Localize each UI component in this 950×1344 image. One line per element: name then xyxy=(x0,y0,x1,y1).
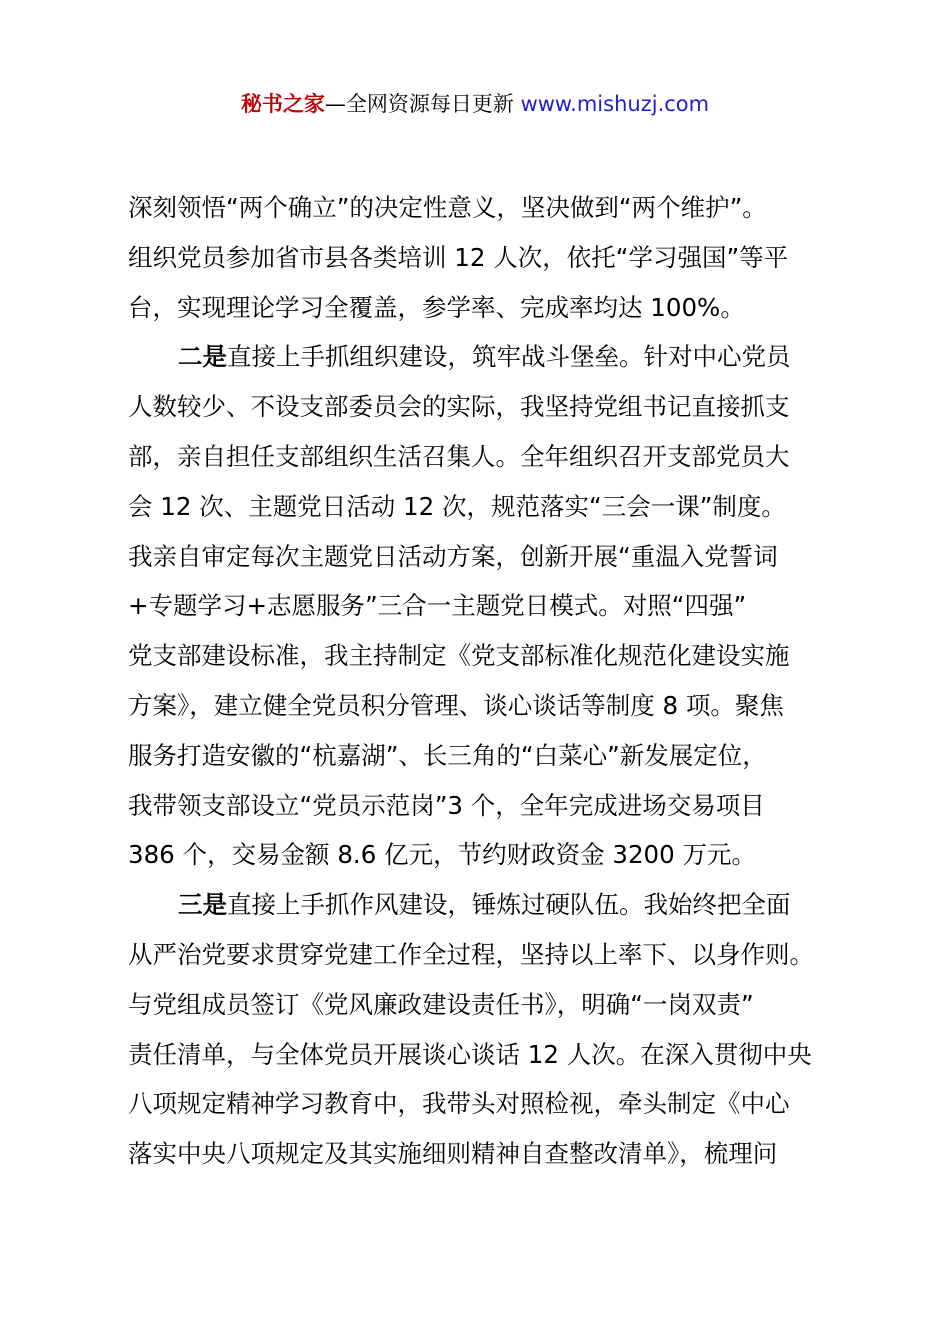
text-line: 组织党员参加省市县各类培训 12 人次，依托“学习强国”等平 xyxy=(128,242,789,272)
brand-name: 秘书之家 xyxy=(240,92,325,116)
text-line: 八项规定精神学习教育中，我带头对照检视，牵头制定《中心 xyxy=(128,1089,790,1119)
text-line: 深刻领悟“两个确立”的决定性意义，坚决做到“两个维护”。 xyxy=(128,193,767,222)
text-line: 与党组成员签订《党风廉政建设责任书》，明确“一岗双责” xyxy=(128,989,754,1019)
text-line: 从严治党要求贯穿党建工作全过程，坚持以上率下、以身作则。 xyxy=(128,939,814,969)
text-line: 部，亲自担任支部组织生活召集人。全年组织召开支部党员大 xyxy=(128,441,790,471)
text-line: 服务打造安徽的“杭嘉湖”、长三角的“白菜心”新发展定位， xyxy=(128,740,767,770)
text-line: 台，实现理论学习全覆盖，参学率、完成率均达 100%。 xyxy=(128,292,745,322)
text-line: 落实中央八项规定及其实施细则精神自查整改清单》，梳理问 xyxy=(128,1139,778,1169)
header-tagline: —全网资源每日更新 xyxy=(324,92,514,116)
text-line-rest: 直接上手抓作风建设，锤炼过硬队伍。我始终把全面 xyxy=(227,890,791,920)
paragraph-3-first-line xyxy=(128,880,838,930)
paragraph-2-lead: 二是 xyxy=(178,342,227,372)
text-line: 会 12 次、主题党日活动 12 次，规范落实“三会一课”制度。 xyxy=(128,491,786,521)
site-url-link[interactable]: www.mishuzj.com xyxy=(513,92,710,116)
text-line: +专题学习+志愿服务”三合一主题党日模式。对照“四强” xyxy=(128,591,747,621)
text-line: 党支部建设标准，我主持制定《党支部标准化规范化建设实施 xyxy=(128,641,790,671)
text-line: 责任清单，与全体党员开展谈心谈话 12 人次。在深入贯彻中央 xyxy=(128,1039,812,1069)
site-header xyxy=(0,88,950,120)
text-line: 我带领支部设立“党员示范岗”3 个，全年完成进场交易项目 xyxy=(128,790,765,820)
text-line: 方案》，建立健全党员积分管理、谈心谈话等制度 8 项。聚焦 xyxy=(128,690,784,720)
paragraph-3-lead: 三是 xyxy=(178,890,227,920)
text-line: 人数较少、不设支部委员会的实际，我坚持党组书记直接抓支 xyxy=(128,392,790,422)
document-body xyxy=(128,183,838,1179)
paragraph-2-first-line xyxy=(128,332,838,382)
text-line: 386 个，交易金额 8.6 亿元，节约财政资金 3200 万元。 xyxy=(128,840,757,870)
text-line-rest: 直接上手抓组织建设，筑牢战斗堡垒。针对中心党员 xyxy=(227,342,791,372)
text-line: 我亲自审定每次主题党日活动方案，创新开展“重温入党誓词 xyxy=(128,541,778,571)
